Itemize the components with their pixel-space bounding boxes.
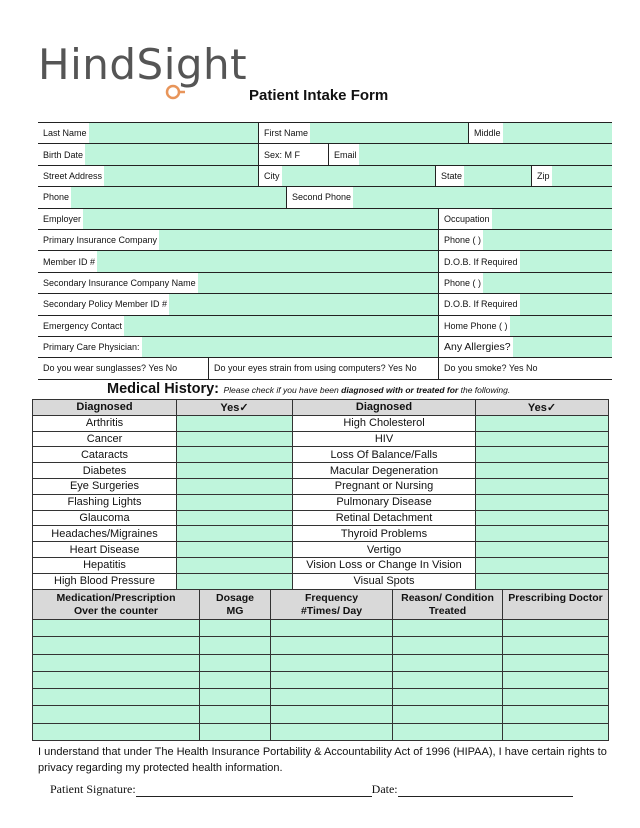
medical-history-row	[33, 447, 609, 463]
doctor-input[interactable]	[503, 654, 609, 671]
glasses-icon	[164, 82, 204, 102]
condition-label-right: Pulmonary Disease	[293, 494, 476, 510]
condition-yes-checkbox-right[interactable]	[476, 526, 609, 542]
condition-yes-checkbox-right[interactable]	[476, 542, 609, 558]
condition-label-left: Headaches/Migraines	[33, 526, 177, 542]
frequency-input[interactable]	[271, 654, 393, 671]
medical-history-row	[33, 573, 609, 589]
frequency-input[interactable]	[271, 689, 393, 706]
medical-history-row	[33, 526, 609, 542]
secondary-phone-field[interactable]: Phone ( )	[438, 273, 612, 293]
condition-yes-checkbox-left[interactable]	[177, 415, 293, 431]
dob-required-field[interactable]: D.O.B. If Required	[438, 251, 612, 271]
reason-input[interactable]	[393, 671, 503, 688]
condition-label-left: Heart Disease	[33, 542, 177, 558]
medication-input[interactable]	[33, 706, 200, 723]
employer-field[interactable]: Employer	[38, 209, 438, 229]
dosage-input[interactable]	[200, 706, 271, 723]
row-emergency	[38, 316, 612, 337]
middle-name-field[interactable]: Middle	[468, 123, 612, 143]
hipaa-notice: I understand that under The Health Insurance Portability & Accountability Act of 1996 (HIPAA), I have certain rights to privacy regarding my protected health information.	[38, 746, 607, 774]
col-yes-left: Yes✓	[177, 400, 293, 416]
logo-text: HindSight	[38, 40, 248, 89]
medication-input[interactable]	[33, 689, 200, 706]
last-name-field[interactable]: Last Name	[38, 123, 258, 143]
medical-history-title: Medical History: Please check if you have been diagnosed with or treated for the following.	[107, 381, 511, 397]
doctor-input[interactable]	[503, 706, 609, 723]
condition-label-right: Visual Spots	[293, 573, 476, 589]
state-field[interactable]: State	[435, 166, 531, 186]
condition-yes-checkbox-left[interactable]	[177, 557, 293, 573]
primary-insurance-field[interactable]: Primary Insurance Company	[38, 230, 438, 250]
condition-yes-checkbox-right[interactable]	[476, 431, 609, 447]
row-address	[38, 166, 612, 187]
medication-input[interactable]	[33, 671, 200, 688]
dosage-input[interactable]	[200, 671, 271, 688]
condition-yes-checkbox-left[interactable]	[177, 526, 293, 542]
condition-label-right: Macular Degeneration	[293, 463, 476, 479]
frequency-input[interactable]	[271, 723, 393, 740]
secondary-insurance-field[interactable]: Secondary Insurance Company Name	[38, 273, 438, 293]
condition-label-left: High Blood Pressure	[33, 573, 177, 589]
medication-row	[33, 637, 609, 654]
condition-yes-checkbox-right[interactable]	[476, 510, 609, 526]
medical-history-row	[33, 478, 609, 494]
email-field[interactable]: Email	[328, 144, 612, 164]
condition-yes-checkbox-left[interactable]	[177, 573, 293, 589]
medications-header	[33, 590, 609, 620]
dosage-input[interactable]	[200, 620, 271, 637]
condition-yes-checkbox-left[interactable]	[177, 542, 293, 558]
medical-history-row	[33, 557, 609, 573]
row-pcp	[38, 337, 612, 358]
col-medication: Medication/Prescription Over the counter	[33, 590, 200, 620]
condition-yes-checkbox-left[interactable]	[177, 510, 293, 526]
condition-yes-checkbox-left[interactable]	[177, 463, 293, 479]
secondary-dob-field[interactable]: D.O.B. If Required	[438, 294, 612, 314]
row-questions	[38, 358, 612, 379]
emergency-contact-field[interactable]: Emergency Contact	[38, 316, 438, 336]
medication-row	[33, 723, 609, 740]
hindsight-logo	[38, 40, 248, 104]
smoke-question[interactable]: Do you smoke? Yes No	[438, 358, 612, 378]
medical-history-row	[33, 494, 609, 510]
primary-care-physician-field[interactable]: Primary Care Physician:	[38, 337, 438, 357]
condition-yes-checkbox-left[interactable]	[177, 431, 293, 447]
doctor-input[interactable]	[503, 637, 609, 654]
condition-label-right: Pregnant or Nursing	[293, 478, 476, 494]
medication-input[interactable]	[33, 620, 200, 637]
condition-label-left: Cancer	[33, 431, 177, 447]
medical-history-row	[33, 431, 609, 447]
row-employer	[38, 209, 612, 230]
doctor-input[interactable]	[503, 671, 609, 688]
condition-label-right: Vertigo	[293, 542, 476, 558]
frequency-input[interactable]	[271, 671, 393, 688]
medical-history-table	[32, 399, 609, 590]
first-name-field[interactable]: First Name	[258, 123, 468, 143]
signature-row	[50, 782, 573, 797]
condition-label-right: Thyroid Problems	[293, 526, 476, 542]
medical-history-header	[33, 400, 609, 416]
doctor-input[interactable]	[503, 620, 609, 637]
secondary-member-id-field[interactable]: Secondary Policy Member ID #	[38, 294, 438, 314]
sunglasses-question[interactable]: Do you wear sunglasses? Yes No	[38, 358, 208, 378]
medication-row	[33, 671, 609, 688]
dosage-input[interactable]	[200, 637, 271, 654]
condition-yes-checkbox-left[interactable]	[177, 494, 293, 510]
row-secondary-insurance	[38, 273, 612, 294]
allergies-field[interactable]: Any Allergies?	[438, 337, 612, 357]
date-line[interactable]	[398, 785, 573, 797]
condition-yes-checkbox-right[interactable]	[476, 415, 609, 431]
condition-yes-checkbox-right[interactable]	[476, 463, 609, 479]
condition-label-right: Vision Loss or Change In Vision	[293, 557, 476, 573]
medication-row	[33, 654, 609, 671]
col-diagnosed-left: Diagnosed	[33, 400, 177, 416]
date-label: Date:	[371, 782, 398, 796]
condition-yes-checkbox-right[interactable]	[476, 573, 609, 589]
patient-info-grid	[38, 122, 612, 380]
condition-label-left: Glaucoma	[33, 510, 177, 526]
doctor-input[interactable]	[503, 689, 609, 706]
col-frequency: Frequency #Times/ Day	[271, 590, 393, 620]
dosage-input[interactable]	[200, 689, 271, 706]
condition-label-left: Eye Surgeries	[33, 478, 177, 494]
row-name	[38, 123, 612, 144]
sex-field[interactable]: Sex: M F	[258, 144, 328, 164]
condition-yes-checkbox-right[interactable]	[476, 447, 609, 463]
medication-row	[33, 706, 609, 723]
second-phone-field[interactable]: Second Phone	[286, 187, 612, 207]
reason-input[interactable]	[393, 689, 503, 706]
condition-label-right: HIV	[293, 431, 476, 447]
birth-date-field[interactable]: Birth Date	[38, 144, 258, 164]
medication-row	[33, 689, 609, 706]
signature-label: Patient Signature:	[50, 782, 136, 796]
eye-strain-question[interactable]: Do your eyes strain from using computers? Yes No	[208, 358, 438, 378]
condition-label-right: Loss Of Balance/Falls	[293, 447, 476, 463]
city-field[interactable]: City	[258, 166, 435, 186]
medical-history-row	[33, 510, 609, 526]
condition-label-left: Cataracts	[33, 447, 177, 463]
medical-history-row	[33, 415, 609, 431]
medications-table	[32, 589, 609, 741]
medical-history-row	[33, 542, 609, 558]
row-secondary-member	[38, 294, 612, 315]
insurance-phone-field[interactable]: Phone ( )	[438, 230, 612, 250]
frequency-input[interactable]	[271, 706, 393, 723]
condition-yes-checkbox-left[interactable]	[177, 447, 293, 463]
phone-field[interactable]: Phone	[38, 187, 286, 207]
col-dosage: Dosage MG	[200, 590, 271, 620]
col-reason: Reason/ Condition Treated	[393, 590, 503, 620]
reason-input[interactable]	[393, 654, 503, 671]
condition-label-right: High Cholesterol	[293, 415, 476, 431]
form-title: Patient Intake Form	[249, 87, 389, 104]
condition-label-left: Flashing Lights	[33, 494, 177, 510]
zip-field[interactable]: Zip	[531, 166, 612, 186]
frequency-input[interactable]	[271, 620, 393, 637]
reason-input[interactable]	[393, 723, 503, 740]
doctor-input[interactable]	[503, 723, 609, 740]
dosage-input[interactable]	[200, 723, 271, 740]
member-id-field[interactable]: Member ID #	[38, 251, 438, 271]
reason-input[interactable]	[393, 706, 503, 723]
row-primary-insurance	[38, 230, 612, 251]
condition-yes-checkbox-right[interactable]	[476, 478, 609, 494]
condition-label-left: Arthritis	[33, 415, 177, 431]
condition-yes-checkbox-left[interactable]	[177, 478, 293, 494]
col-diagnosed-right: Diagnosed	[293, 400, 476, 416]
condition-label-left: Hepatitis	[33, 557, 177, 573]
medication-input[interactable]	[33, 637, 200, 654]
medication-input[interactable]	[33, 723, 200, 740]
condition-label-left: Diabetes	[33, 463, 177, 479]
occupation-field[interactable]: Occupation	[438, 209, 612, 229]
condition-yes-checkbox-right[interactable]	[476, 494, 609, 510]
condition-yes-checkbox-right[interactable]	[476, 557, 609, 573]
col-yes-right: Yes✓	[476, 400, 609, 416]
row-birth	[38, 144, 612, 165]
street-address-field[interactable]: Street Address	[38, 166, 258, 186]
row-member-id	[38, 251, 612, 272]
col-prescribing-doctor: Prescribing Doctor	[503, 590, 609, 620]
medical-history-row	[33, 463, 609, 479]
frequency-input[interactable]	[271, 637, 393, 654]
reason-input[interactable]	[393, 620, 503, 637]
condition-label-right: Retinal Detachment	[293, 510, 476, 526]
reason-input[interactable]	[393, 637, 503, 654]
home-phone-field[interactable]: Home Phone ( )	[438, 316, 612, 336]
medication-input[interactable]	[33, 654, 200, 671]
medication-row	[33, 620, 609, 637]
row-phone	[38, 187, 612, 208]
dosage-input[interactable]	[200, 654, 271, 671]
signature-line[interactable]	[136, 785, 372, 797]
